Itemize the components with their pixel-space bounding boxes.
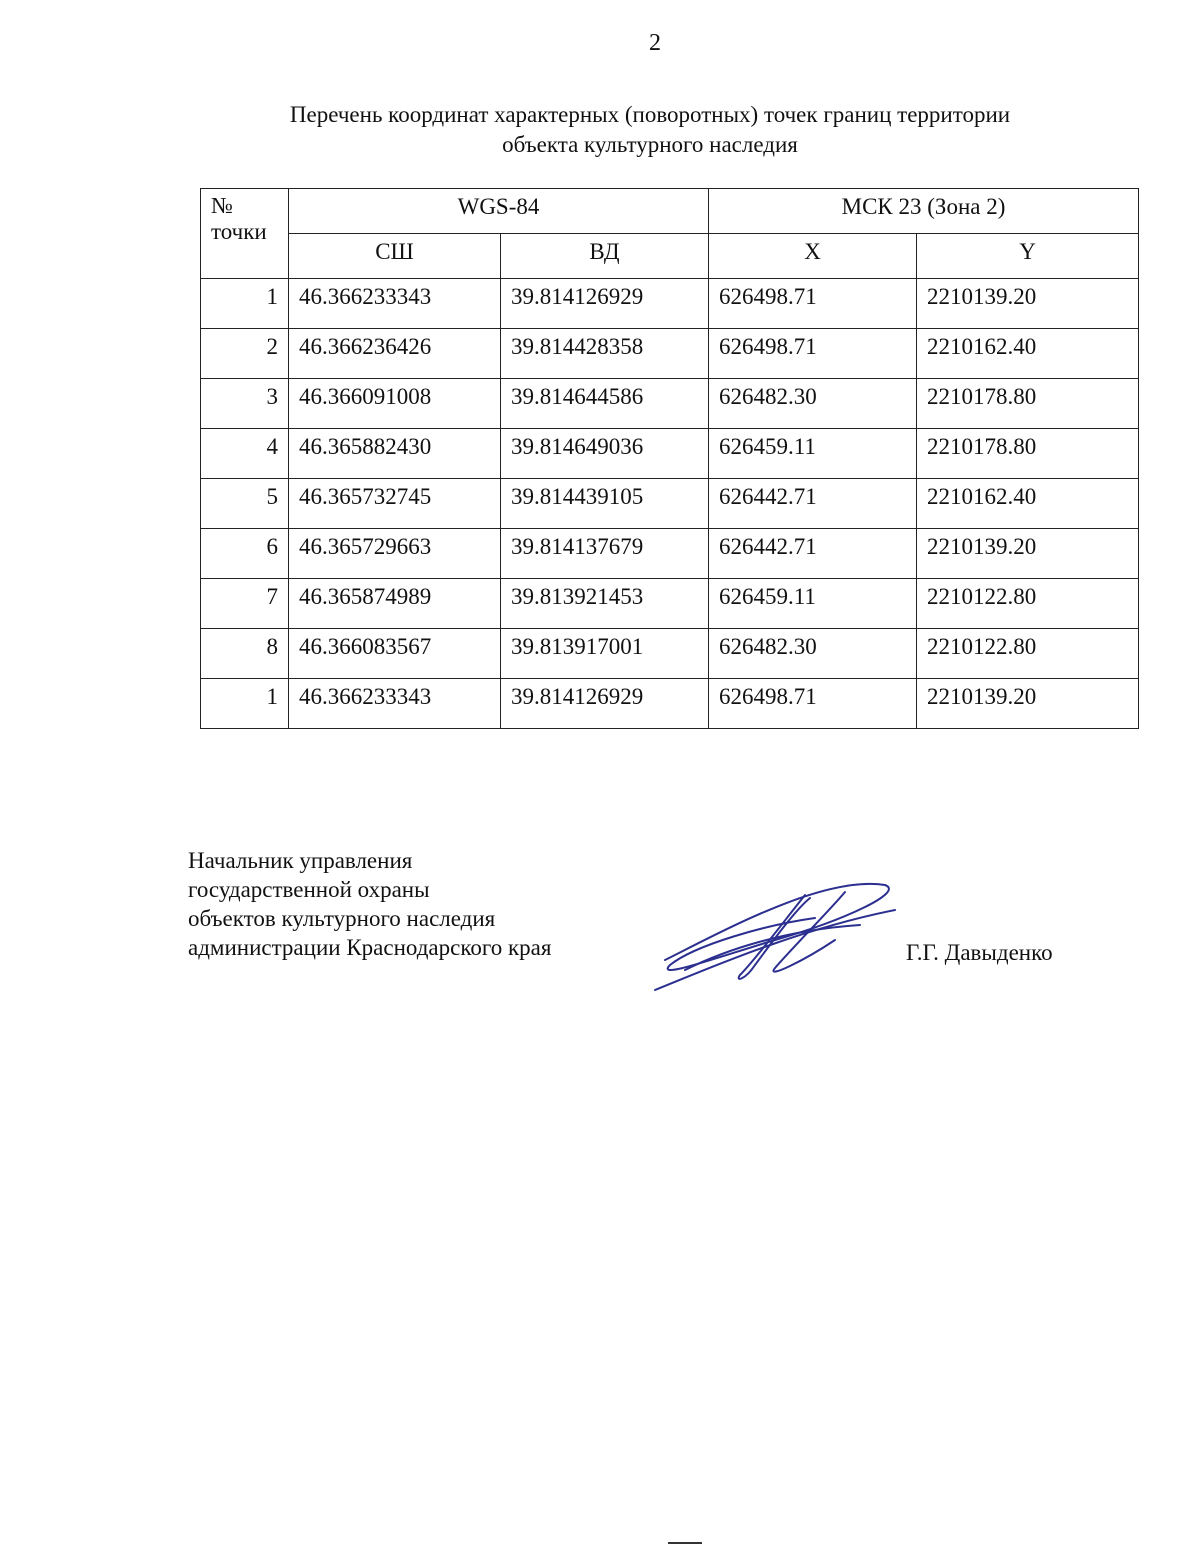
latitude-cell: 46.366236426 — [289, 329, 501, 379]
header-point-label: точки — [211, 219, 267, 244]
position-line-3: объектов культурного наследия — [188, 906, 496, 931]
title-line-1: Перечень координат характерных (поворотных) точек границ территории — [289, 102, 1011, 127]
header-wgs84: WGS-84 — [289, 189, 709, 234]
y-cell: 2210122.80 — [917, 629, 1139, 679]
x-cell: 626482.30 — [709, 379, 917, 429]
header-number-sign: № — [211, 193, 233, 218]
latitude-cell: 46.366091008 — [289, 379, 501, 429]
signatory-position — [188, 846, 551, 962]
y-cell: 2210178.80 — [917, 379, 1139, 429]
y-cell: 2210139.20 — [917, 529, 1139, 579]
point-number: 2 — [201, 329, 289, 379]
table-row — [201, 429, 1139, 479]
x-cell: 626459.11 — [709, 579, 917, 629]
position-line-2: государственной охраны — [188, 877, 430, 902]
x-cell: 626459.11 — [709, 429, 917, 479]
latitude-cell: 46.366083567 — [289, 629, 501, 679]
header-longitude: ВД — [501, 234, 709, 279]
point-number: 8 — [201, 629, 289, 679]
y-cell: 2210162.40 — [917, 329, 1139, 379]
longitude-cell: 39.814428358 — [501, 329, 709, 379]
longitude-cell: 39.814649036 — [501, 429, 709, 479]
table-row — [201, 329, 1139, 379]
signature-stroke — [655, 910, 895, 990]
longitude-cell: 39.814439105 — [501, 479, 709, 529]
latitude-cell: 46.365874989 — [289, 579, 501, 629]
point-number: 7 — [201, 579, 289, 629]
y-cell: 2210178.80 — [917, 429, 1139, 479]
table-row — [201, 529, 1139, 579]
longitude-cell: 39.814137679 — [501, 529, 709, 579]
signature-stroke — [685, 925, 860, 970]
page-number: 2 — [649, 30, 661, 56]
x-cell: 626442.71 — [709, 479, 917, 529]
signature-stroke — [665, 884, 889, 970]
latitude-cell: 46.366233343 — [289, 279, 501, 329]
latitude-cell: 46.365882430 — [289, 429, 501, 479]
longitude-cell: 39.814644586 — [501, 379, 709, 429]
point-number: 5 — [201, 479, 289, 529]
longitude-cell: 39.813921453 — [501, 579, 709, 629]
latitude-cell: 46.366233343 — [289, 679, 501, 729]
header-point-number — [201, 189, 289, 279]
y-cell: 2210162.40 — [917, 479, 1139, 529]
point-number: 4 — [201, 429, 289, 479]
x-cell: 626482.30 — [709, 629, 917, 679]
point-number: 6 — [201, 529, 289, 579]
table-row — [201, 379, 1139, 429]
longitude-cell: 39.814126929 — [501, 279, 709, 329]
longitude-cell: 39.814126929 — [501, 679, 709, 729]
x-cell: 626498.71 — [709, 329, 917, 379]
point-number: 1 — [201, 679, 289, 729]
latitude-cell: 46.365729663 — [289, 529, 501, 579]
table-row — [201, 679, 1139, 729]
y-cell: 2210122.80 — [917, 579, 1139, 629]
position-line-4: администрации Краснодарского края — [188, 935, 552, 960]
table-row — [201, 579, 1139, 629]
x-cell: 626498.71 — [709, 679, 917, 729]
table-row — [201, 279, 1139, 329]
point-number: 1 — [201, 279, 289, 329]
y-cell: 2210139.20 — [917, 279, 1139, 329]
header-y: Y — [917, 234, 1139, 279]
table-row — [201, 629, 1139, 679]
latitude-cell: 46.365732745 — [289, 479, 501, 529]
x-cell: 626498.71 — [709, 279, 917, 329]
coordinates-table — [200, 188, 1139, 729]
longitude-cell: 39.813917001 — [501, 629, 709, 679]
page-bottom-mark — [668, 1542, 702, 1544]
y-cell: 2210139.20 — [917, 679, 1139, 729]
header-x: X — [709, 234, 917, 279]
signer-name: Г.Г. Давыденко — [906, 940, 1053, 965]
header-msk23: МСК 23 (Зона 2) — [709, 189, 1139, 234]
point-number: 3 — [201, 379, 289, 429]
title-line-2: объекта культурного наследия — [502, 132, 798, 157]
table-row — [201, 479, 1139, 529]
x-cell: 626442.71 — [709, 529, 917, 579]
position-line-1: Начальник управления — [188, 848, 413, 873]
document-title — [150, 100, 1150, 160]
handwritten-signature — [645, 870, 900, 1000]
header-latitude: СШ — [289, 234, 501, 279]
